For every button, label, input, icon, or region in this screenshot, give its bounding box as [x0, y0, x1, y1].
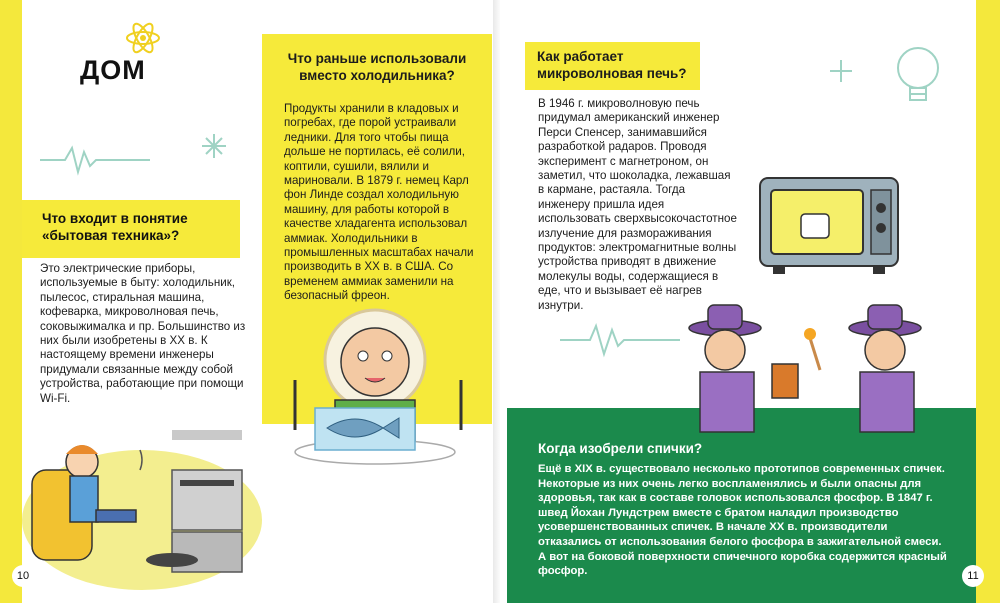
section-heading-matches: Когда изобрели спички?	[538, 441, 703, 456]
child-with-frozen-fish-illustration	[275, 300, 485, 470]
sparkle-icon	[200, 132, 228, 160]
atom-icon	[118, 18, 168, 58]
twins-with-matches-illustration	[680, 300, 950, 440]
section-heading-microwave: Как работает микроволновая печь?	[525, 42, 700, 90]
section-body-microwave: В 1946 г. микроволновую печь придумал американский инженер Перси Спенсер, занимавшийся разработкой радаров. Проводя эксперимент с магнетроном, он заметил, что шоколадка, лежавшая в кармане, растаяла. Тогда инженеру пришла идея использовать сверхвысокочастотное излучение для размораживания продуктов: электромагнитные волны устройства приводят в движение молекулы воды, содержащиеся в еде, что и вызывает её нагрев изнутри.	[538, 97, 737, 312]
microwave-illustration	[755, 168, 905, 288]
section-body-appliances: Это электрические приборы, используемые в быту: холодильник, пылесос, стиральная машина, кофеварка, микроволновая печь, соковыжималка и пр. Большинство из них были изобретены в XX в. К настоящему времени инженеры придумали связанные между собой устройства, работающие при помощи Wi-Fi.	[40, 262, 246, 405]
pulse-line-icon	[560, 320, 680, 360]
page-title: ДОМ	[80, 55, 146, 85]
pulse-line-icon	[40, 140, 150, 180]
section-body-fridge: Продукты хранили в кладовых и погребах, где порой устраивали ледники. Для того чтобы пища дольше не портилась, её солили, коптили, сушили, вялили и мариновали. В 1879 г. немец Карл фон Линде создал холодильную машину, для работы которой в качестве хладагента использовал аммиак. Холодильники в промышленных масштабах начали производить в XX в. в США. Со временем аммиак заменили на безопасный фреон.	[284, 102, 474, 303]
lightbulb-icon	[888, 40, 948, 120]
sparkle-icon	[828, 58, 854, 84]
section-heading-fridge: Что раньше использовали вместо холодильника?	[287, 51, 467, 83]
section-heading-appliances: Что входит в понятие «бытовая техника»?	[22, 200, 240, 258]
page-number-left: 10	[12, 565, 34, 587]
section-body-matches: Ещё в XIX в. существовало несколько прототипов современных спичек. Некоторые из них очень легко воспламенялись и были опасны для здоровья, так как в составе головок использовался фосфор. В 1847 г. швед Йохан Лундстрем вместе с братом наладил производство усовершенствованных спичек. В начале XX в. производители отказались от использования белого фосфора в зажигательной смеси. А вот на боковой поверхности спичечного коробка содержится красный фосфор.	[538, 463, 947, 578]
page-number-right: 11	[962, 565, 984, 587]
man-in-armchair-illustration	[22, 410, 262, 590]
